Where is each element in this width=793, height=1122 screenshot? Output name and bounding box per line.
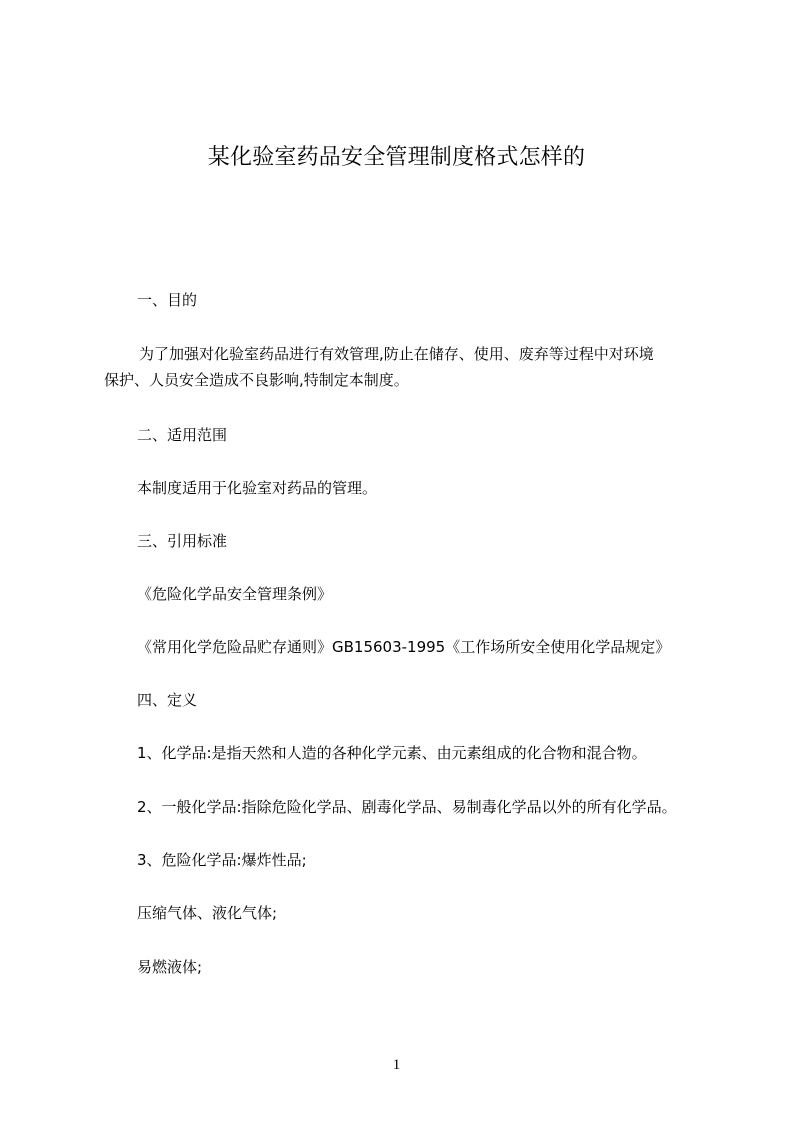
reference-item-2: 《常用化学危险品贮存通则》GB15603-1995《工作场所安全使用化学品规定》 <box>137 638 671 656</box>
reference-item-1: 《危险化学品安全管理条例》 <box>137 585 333 603</box>
section-heading-purpose: 一、目的 <box>137 291 198 309</box>
definition-subitem-gases: 压缩气体、液化气体; <box>137 904 278 922</box>
section-heading-references: 三、引用标准 <box>137 532 228 550</box>
paragraph-purpose-line-1: 为了加强对化验室药品进行有效管理,防止在储存、使用、废弃等过程中对环境 <box>139 345 654 363</box>
paragraph-scope: 本制度适用于化验室对药品的管理。 <box>137 479 378 497</box>
definition-item-2: 2、一般化学品:指除危险化学品、剧毒化学品、易制毒化学品以外的所有化学品。 <box>137 798 677 816</box>
document-title: 某化验室药品安全管理制度格式怎样的 <box>207 145 586 170</box>
section-heading-scope: 二、适用范围 <box>137 426 228 444</box>
section-heading-definitions: 四、定义 <box>137 691 198 709</box>
definition-subitem-flammable-liquids: 易燃液体; <box>137 958 203 976</box>
definition-item-3: 3、危险化学品:爆炸性品; <box>137 851 307 869</box>
definition-item-1: 1、化学品:是指天然和人造的各种化学元素、由元素组成的化合物和混合物。 <box>137 744 647 762</box>
page-number: 1 <box>392 1057 401 1073</box>
paragraph-purpose-line-2: 保护、人员安全造成不良影响,特制定本制度。 <box>104 371 409 389</box>
